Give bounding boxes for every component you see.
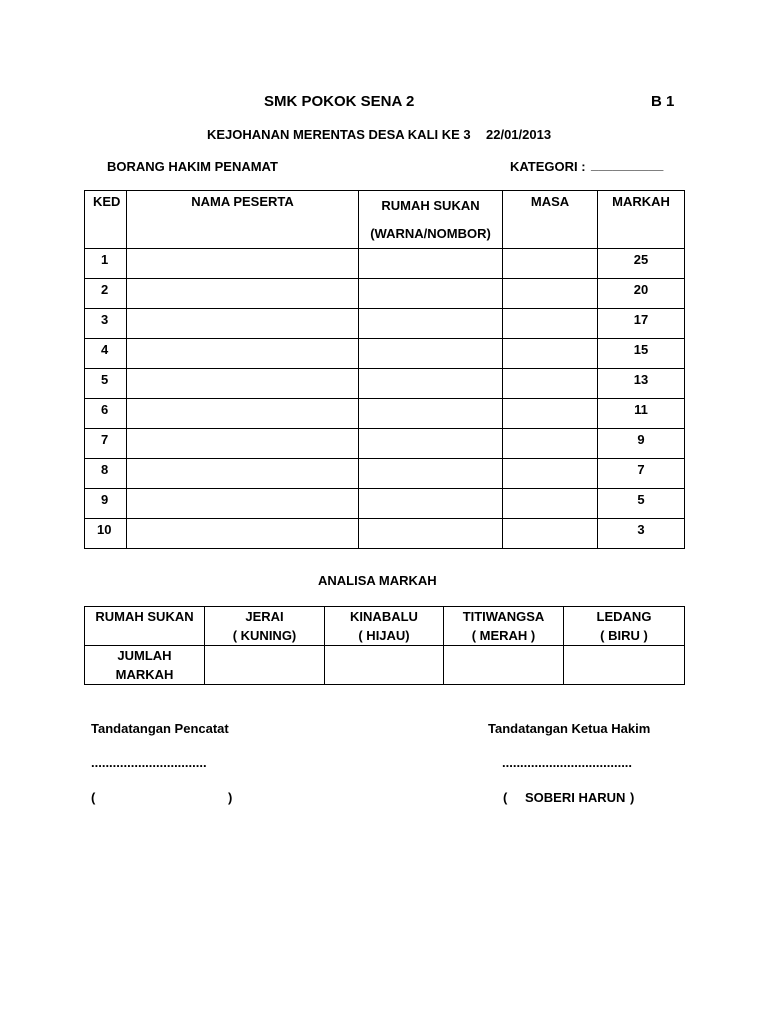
rumah-cell[interactable] (359, 489, 503, 519)
analysis-row-header: RUMAH SUKAN (85, 607, 205, 646)
nama-cell[interactable] (127, 399, 359, 429)
markah-cell: 20 (598, 279, 685, 309)
ked-cell: 3 (85, 309, 127, 339)
nama-cell[interactable] (127, 249, 359, 279)
nama-cell[interactable] (127, 279, 359, 309)
rumah-cell[interactable] (359, 459, 503, 489)
markah-cell: 15 (598, 339, 685, 369)
col-nama-peserta: NAMA PESERTA (127, 191, 359, 249)
ked-cell: 7 (85, 429, 127, 459)
markah-cell: 17 (598, 309, 685, 339)
house-ledang: LEDANG ( BIRU ) (564, 607, 685, 646)
rumah-cell[interactable] (359, 279, 503, 309)
event-title: KEJOHANAN MERENTAS DESA KALI KE 3 (207, 127, 471, 142)
house-kinabalu: KINABALU ( HIJAU) (325, 607, 444, 646)
total-ledang-cell[interactable] (564, 646, 685, 685)
recorder-name-close-paren: ) (228, 790, 233, 805)
masa-cell[interactable] (503, 429, 598, 459)
form-code: B 1 (651, 93, 675, 110)
form-title: BORANG HAKIM PENAMAT (107, 159, 278, 174)
nama-cell[interactable] (127, 429, 359, 459)
masa-cell[interactable] (503, 309, 598, 339)
rumah-cell[interactable] (359, 339, 503, 369)
ked-cell: 6 (85, 399, 127, 429)
table-row (85, 399, 685, 429)
recorder-signature-line[interactable]: ................................ (91, 755, 207, 770)
chief-judge-open-paren: ( (503, 790, 508, 805)
category-blank: __________ (591, 157, 664, 172)
col-ked: KED (85, 191, 127, 249)
total-kinabalu-cell[interactable] (325, 646, 444, 685)
table-row (85, 489, 685, 519)
col-markah: MARKAH (598, 191, 685, 249)
ked-cell: 1 (85, 249, 127, 279)
ked-cell: 5 (85, 369, 127, 399)
category-label: KATEGORI : (510, 159, 586, 174)
nama-cell[interactable] (127, 369, 359, 399)
nama-cell[interactable] (127, 519, 359, 549)
masa-cell[interactable] (503, 369, 598, 399)
markah-cell: 7 (598, 459, 685, 489)
ked-cell: 2 (85, 279, 127, 309)
col-masa: MASA (503, 191, 598, 249)
analysis-total-row (85, 646, 685, 685)
masa-cell[interactable] (503, 279, 598, 309)
rumah-cell[interactable] (359, 249, 503, 279)
rumah-cell[interactable] (359, 309, 503, 339)
masa-cell[interactable] (503, 489, 598, 519)
table-row (85, 249, 685, 279)
masa-cell[interactable] (503, 459, 598, 489)
rumah-cell[interactable] (359, 399, 503, 429)
masa-cell[interactable] (503, 339, 598, 369)
chief-judge-signature-line[interactable]: .................................... (502, 755, 633, 770)
recorder-signature-label: Tandatangan Pencatat (91, 721, 229, 736)
markah-cell: 3 (598, 519, 685, 549)
masa-cell[interactable] (503, 249, 598, 279)
analysis-table (84, 606, 685, 685)
markah-cell: 5 (598, 489, 685, 519)
total-titiwangsa-cell[interactable] (444, 646, 564, 685)
chief-judge-name: SOBERI HARUN (525, 790, 626, 805)
col-rumah-sukan: RUMAH SUKAN (WARNA/NOMBOR) (359, 191, 503, 249)
nama-cell[interactable] (127, 309, 359, 339)
table-row (85, 339, 685, 369)
table-row (85, 459, 685, 489)
markah-cell: 11 (598, 399, 685, 429)
table-row (85, 309, 685, 339)
recorder-name-open-paren: ( (91, 790, 96, 805)
analysis-header-row (85, 607, 685, 646)
results-header-row (85, 191, 685, 249)
ked-cell: 8 (85, 459, 127, 489)
house-titiwangsa: TITIWANGSA ( MERAH ) (444, 607, 564, 646)
chief-judge-signature-label: Tandatangan Ketua Hakim (488, 721, 651, 736)
markah-cell: 25 (598, 249, 685, 279)
nama-cell[interactable] (127, 459, 359, 489)
analysis-title: ANALISA MARKAH (318, 573, 437, 588)
ked-cell: 9 (85, 489, 127, 519)
nama-cell[interactable] (127, 339, 359, 369)
event-date: 22/01/2013 (486, 127, 552, 142)
total-marks-header: JUMLAH MARKAH (85, 646, 205, 685)
markah-cell: 13 (598, 369, 685, 399)
school-name: SMK POKOK SENA 2 (264, 93, 415, 110)
results-table (84, 190, 685, 549)
chief-judge-close-paren: ) (630, 790, 635, 805)
ked-cell: 4 (85, 339, 127, 369)
markah-cell: 9 (598, 429, 685, 459)
table-row (85, 279, 685, 309)
rumah-cell[interactable] (359, 369, 503, 399)
ked-cell: 10 (85, 519, 127, 549)
rumah-cell[interactable] (359, 429, 503, 459)
table-row (85, 429, 685, 459)
masa-cell[interactable] (503, 519, 598, 549)
table-row (85, 369, 685, 399)
nama-cell[interactable] (127, 489, 359, 519)
rumah-cell[interactable] (359, 519, 503, 549)
masa-cell[interactable] (503, 399, 598, 429)
table-row (85, 519, 685, 549)
total-jerai-cell[interactable] (205, 646, 325, 685)
house-jerai: JERAI ( KUNING) (205, 607, 325, 646)
